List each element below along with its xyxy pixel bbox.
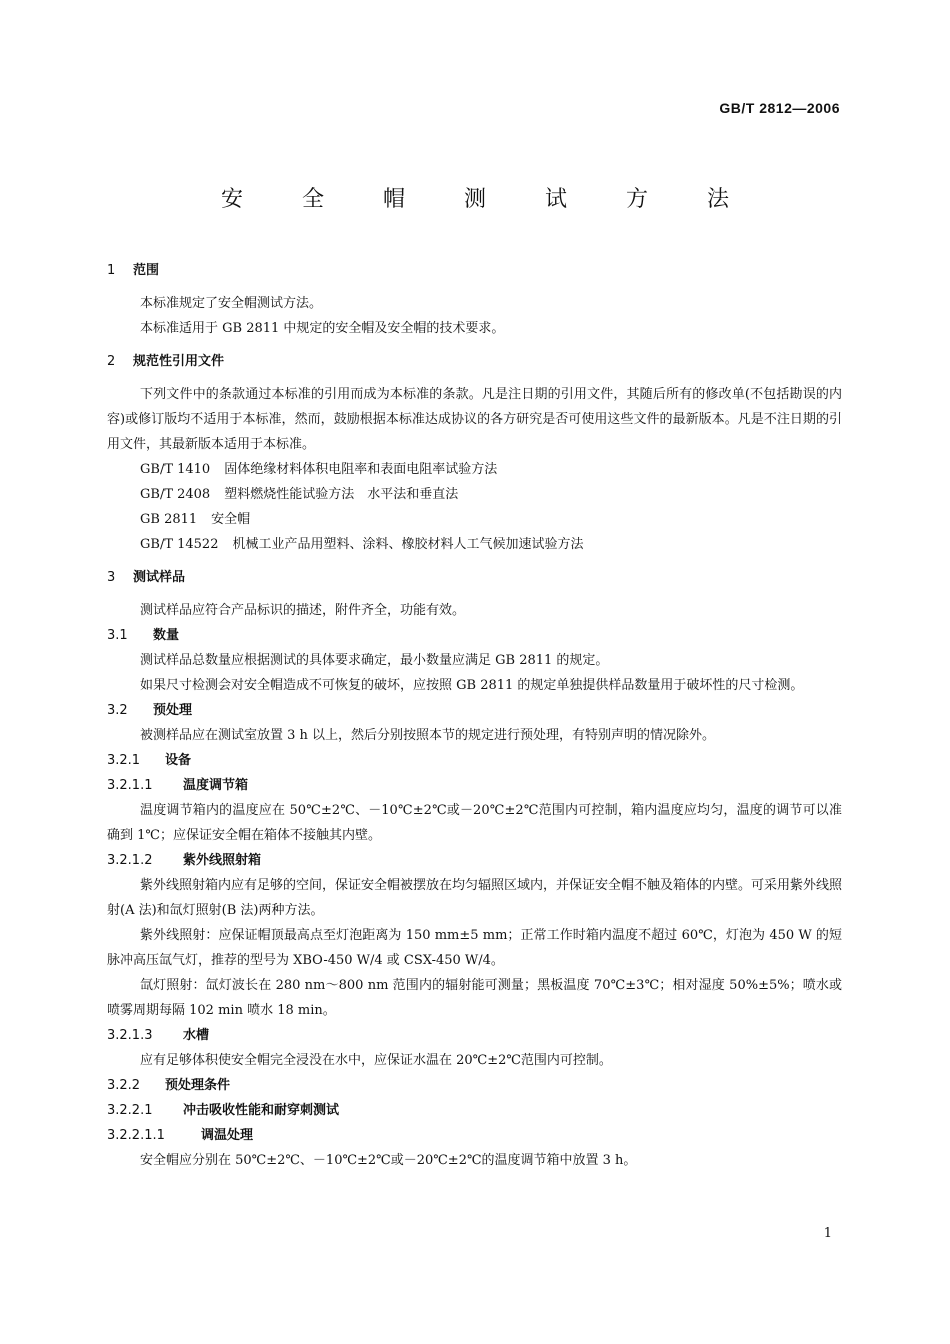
section-title: 设备 [165,753,192,768]
reference-code: GB/T 1410 [140,462,211,477]
section-number: 3.2 [107,703,128,718]
section-title: 预处理 [153,703,193,718]
section-title: 冲击吸收性能和耐穿刺测试 [183,1103,340,1118]
document-title: 安 全 帽 测 试 方 法 [221,187,755,212]
section-number: 3 [107,570,116,585]
section-title: 紫外线照射箱 [183,853,262,868]
section-title: 温度调节箱 [183,778,249,793]
section-number: 3.2.1 [107,753,141,768]
subsection-heading [107,1023,842,1048]
reference-title: 机械工业产品用塑料、涂料、橡胶材料人工气候加速试验方法 [232,537,584,552]
reference-title: 塑料燃烧性能试验方法 水平法和垂直法 [224,487,459,502]
subsection-heading [107,1073,842,1098]
section-3-heading [107,565,842,590]
section-2-heading [107,349,842,374]
reference-item [107,532,842,557]
section-title: 水槽 [183,1028,210,1043]
reference-title: 安全帽 [211,512,251,527]
reference-item [107,482,842,507]
subsection-heading [107,698,842,723]
paragraph: 应有足够体积使安全帽完全浸没在水中，应保证水温在 20℃±2℃范围内可控制。 [140,1053,612,1068]
reference-item [107,457,842,482]
page-number: 1 [823,1226,832,1241]
section-title: 测试样品 [133,570,186,585]
subsection-heading [107,1123,842,1148]
paragraph: 氙灯照射：氙灯波长在 280 nm～800 nm 范围内的辐射能可测量；黑板温度 70℃±3℃；相对湿度 50%±5%；喷水或喷雾周期每隔 102 min 喷水 18 min。 [107,978,842,1018]
reference-code: GB/T 2408 [140,487,211,502]
subsection-heading [107,773,842,798]
subsection-heading [107,623,842,648]
section-number: 3.2.2.1.1 [107,1128,165,1143]
subsection-heading [107,848,842,873]
section-title: 调温处理 [201,1128,254,1143]
section-title: 预处理条件 [165,1078,231,1093]
subsection-heading [107,1098,842,1123]
paragraph: 测试样品应符合产品标识的描述，附件齐全，功能有效。 [140,603,466,618]
section-1-heading [107,258,842,283]
paragraph: 紫外线照射：应保证帽顶最高点至灯泡距离为 150 mm±5 mm；正常工作时箱内温度不超过 60℃，灯泡为 450 W 的短脉冲高压氙气灯，推荐的型号为 XBO-450 W/4 或 CSX-450 W/4。 [107,928,842,968]
reference-title: 固体绝缘材料体积电阻率和表面电阻率试验方法 [224,462,498,477]
paragraph: 下列文件中的条款通过本标准的引用而成为本标准的条款。凡是注日期的引用文件，其随后所有的修改单(不包括勘误的内容)或修订版均不适用于本标准，然而，鼓励根据本标准达成协议的各方研究是否可使用这些文件的最新版本。凡是不注日期的引用文件，其最新版本适用于本标准。 [107,387,842,452]
paragraph: 本标准适用于 GB 2811 中规定的安全帽及安全帽的技术要求。 [140,321,505,336]
reference-code: GB 2811 [140,512,198,527]
document-body [107,258,842,1173]
paragraph: 测试样品总数量应根据测试的具体要求确定，最小数量应满足 GB 2811 的规定。 [140,653,609,668]
paragraph: 温度调节箱内的温度应在 50℃±2℃、－10℃±2℃或－20℃±2℃范围内可控制，箱内温度应均匀，温度的调节可以准确到 1℃；应保证安全帽在箱体不接触其内壁。 [107,803,842,843]
section-title: 数量 [153,628,180,643]
section-number: 3.2.2 [107,1078,141,1093]
section-number: 3.1 [107,628,128,643]
paragraph: 安全帽应分别在 50℃±2℃、－10℃±2℃或－20℃±2℃的温度调节箱中放置 3 h。 [140,1153,637,1168]
standard-code: GB/T 2812—2006 [719,100,840,116]
paragraph: 本标准规定了安全帽测试方法。 [140,296,323,311]
paragraph: 被测样品应在测试室放置 3 h 以上，然后分别按照本节的规定进行预处理，有特别声明的情况除外。 [140,728,716,743]
section-number: 3.2.1.1 [107,778,153,793]
section-number: 3.2.1.3 [107,1028,153,1043]
reference-code: GB/T 14522 [140,537,219,552]
section-number: 1 [107,263,116,278]
subsection-heading [107,748,842,773]
section-number: 3.2.1.2 [107,853,153,868]
paragraph: 如果尺寸检测会对安全帽造成不可恢复的破坏，应按照 GB 2811 的规定单独提供样品数量用于破坏性的尺寸检测。 [140,678,804,693]
section-number: 2 [107,354,116,369]
section-title: 范围 [133,263,160,278]
section-number: 3.2.2.1 [107,1103,153,1118]
reference-item [107,507,842,532]
section-title: 规范性引用文件 [133,354,225,369]
paragraph: 紫外线照射箱内应有足够的空间，保证安全帽被摆放在均匀辐照区域内，并保证安全帽不触及箱体的内壁。可采用紫外线照射(A 法)和氙灯照射(B 法)两种方法。 [107,878,843,918]
